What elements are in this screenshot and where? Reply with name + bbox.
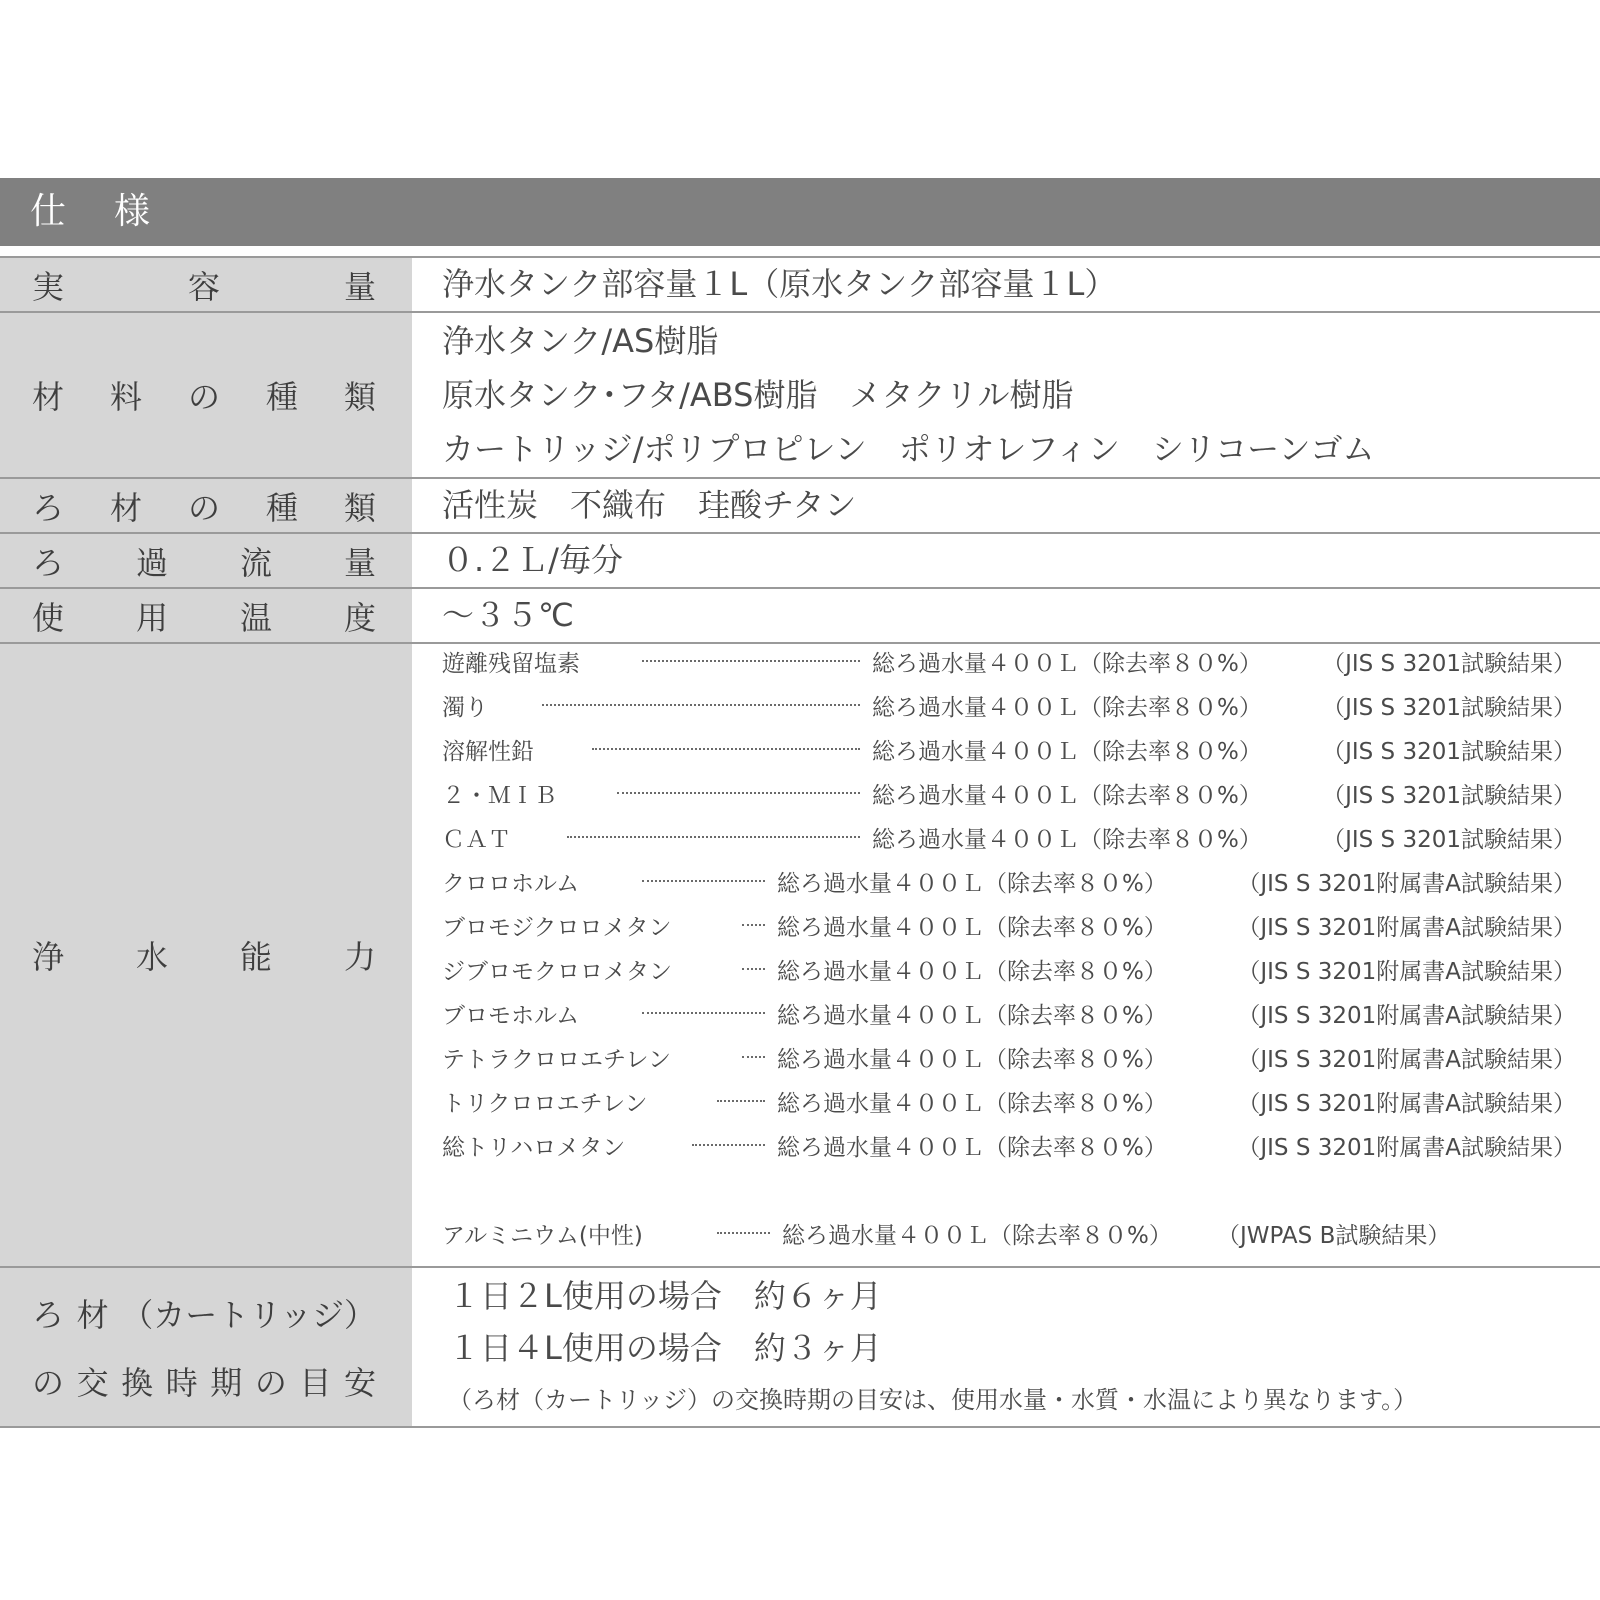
row-temperature-value: 〜３５℃ (442, 596, 574, 634)
label-char: （カートリッジ） (121, 1296, 376, 1334)
filtration-volume: 総ろ過水量４００Ｌ（除去率８０%） (777, 870, 1167, 897)
filtration-volume: 総ろ過水量４００Ｌ（除去率８０%） (782, 1222, 1172, 1249)
leader-dots (717, 1100, 765, 1102)
material-line: 浄水タンク/AS樹脂 (442, 322, 719, 360)
replacement-line-4l: １日４L使用の場合 約３ヶ月 (448, 1329, 882, 1367)
row-capacity-label (0, 258, 412, 311)
label-char: 度 (343, 598, 376, 637)
row-temperature (0, 587, 1600, 642)
test-reference: （JIS S 3201附属書A試験結果） (1237, 1002, 1576, 1029)
test-reference: （JIS S 3201試験結果） (1322, 650, 1576, 677)
test-reference: （JIS S 3201附属書A試験結果） (1237, 914, 1576, 941)
test-reference: （JIS S 3201附属書A試験結果） (1237, 1134, 1576, 1161)
title-gap (0, 246, 1600, 256)
replacement-note: （ろ材（カートリッジ）の交換時期の目安は、使用水量・水質・水温により異なります。） (448, 1386, 1418, 1414)
purification-item (442, 822, 1576, 852)
label-char: 流 (239, 543, 272, 582)
row-flow-rate-value: ０.２Ｌ/毎分 (442, 541, 623, 579)
purification-item (442, 998, 1576, 1028)
row-replacement-label (0, 1268, 412, 1426)
row-flow-rate-label (0, 534, 412, 587)
test-reference: （JIS S 3201試験結果） (1322, 694, 1576, 721)
label-char: 類 (343, 378, 376, 416)
contaminant-name: ＣＡＴ (442, 826, 511, 853)
label-char: 目 (299, 1364, 332, 1402)
label-char: 容 (187, 267, 220, 306)
purification-item (442, 866, 1576, 896)
label-char: 量 (343, 543, 376, 582)
contaminant-name: ２・ＭＩＢ (442, 782, 557, 809)
row-replacement (0, 1266, 1600, 1428)
leader-dots (642, 1012, 765, 1014)
test-reference: （JIS S 3201試験結果） (1322, 782, 1576, 809)
label-char: 安 (343, 1364, 376, 1402)
label-char: の (187, 488, 220, 527)
test-reference: （JIS S 3201附属書A試験結果） (1237, 1046, 1576, 1073)
purification-item (442, 1130, 1576, 1160)
filtration-volume: 総ろ過水量４００Ｌ（除去率８０%） (872, 782, 1262, 809)
row-materials-label (0, 313, 412, 477)
label-char: 力 (343, 938, 376, 976)
test-reference: （JIS S 3201試験結果） (1322, 738, 1576, 765)
label-char: 交 (76, 1364, 109, 1402)
test-reference: （JIS S 3201附属書A試験結果） (1237, 958, 1576, 985)
row-filter-media-label (0, 479, 412, 532)
leader-dots (692, 1144, 765, 1146)
label-char: ろ (32, 488, 65, 527)
label-char: 換 (121, 1364, 154, 1402)
contaminant-name: ブロモホルム (442, 1002, 580, 1029)
label-char: 過 (135, 543, 168, 582)
row-filter-media (0, 477, 1600, 532)
test-reference: （JIS S 3201附属書A試験結果） (1237, 1090, 1576, 1117)
filtration-volume: 総ろ過水量４００Ｌ（除去率８０%） (777, 958, 1167, 985)
label-char: 用 (135, 598, 168, 637)
contaminant-name: テトラクロロエチレン (442, 1046, 671, 1073)
row-capacity (0, 256, 1600, 311)
label-char: 使 (32, 598, 65, 637)
row-purification-label (0, 644, 412, 1266)
label-char: 水 (135, 938, 168, 976)
row-temperature-label (0, 589, 412, 642)
label-char: 浄 (32, 938, 65, 976)
row-replacement-value (412, 1268, 1600, 1426)
spec-table (0, 178, 1600, 1428)
filtration-volume: 総ろ過水量４００Ｌ（除去率８０%） (777, 1090, 1167, 1117)
label-char: 温 (239, 598, 272, 637)
purification-item (442, 1042, 1576, 1072)
label-char: 能 (239, 938, 272, 976)
leader-dots (642, 660, 860, 662)
label-char: 材 (109, 488, 142, 527)
material-line: 原水タンク･フタ/ABS樹脂 メタクリル樹脂 (442, 376, 1074, 414)
leader-dots (567, 836, 860, 838)
replacement-line-2l: １日２L使用の場合 約６ヶ月 (448, 1277, 882, 1315)
label-char: 種 (265, 378, 298, 416)
row-materials-value (412, 313, 1600, 477)
filtration-volume: 総ろ過水量４００Ｌ（除去率８０%） (872, 650, 1262, 677)
filtration-volume: 総ろ過水量４００Ｌ（除去率８０%） (777, 914, 1167, 941)
label-char: 材 (76, 1296, 109, 1334)
material-line: カートリッジ/ポリプロピレン ポリオレフィン シリコーンゴム (442, 430, 1375, 468)
label-char: 量 (343, 267, 376, 306)
row-purification (0, 642, 1600, 1266)
purification-item (442, 646, 1576, 676)
label-char: 時 (165, 1364, 198, 1402)
row-capacity-value: 浄水タンク部容量１L（原水タンク部容量１L） (442, 265, 1117, 303)
purification-item (442, 910, 1576, 940)
label-char: 類 (343, 488, 376, 527)
contaminant-name: 遊離残留塩素 (442, 650, 580, 677)
leader-dots (642, 880, 765, 882)
leader-dots (717, 1232, 770, 1234)
leader-dots (592, 748, 860, 750)
test-reference: （JWPAS B試験結果） (1217, 1222, 1451, 1249)
row-flow-rate (0, 532, 1600, 587)
filtration-volume: 総ろ過水量４００Ｌ（除去率８０%） (872, 694, 1262, 721)
test-reference: （JIS S 3201附属書A試験結果） (1237, 870, 1576, 897)
leader-dots (742, 924, 765, 926)
label-char: 料 (109, 378, 142, 416)
contaminant-name: トリクロロエチレン (442, 1090, 648, 1117)
row-materials (0, 311, 1600, 477)
row-filter-media-value: 活性炭 不織布 珪酸チタン (442, 486, 857, 524)
purification-item (442, 778, 1576, 808)
label-char: ろ (32, 543, 65, 582)
test-reference: （JIS S 3201試験結果） (1322, 826, 1576, 853)
contaminant-name: 溶解性鉛 (442, 738, 534, 765)
filtration-volume: 総ろ過水量４００Ｌ（除去率８０%） (872, 826, 1262, 853)
label-char: ろ (32, 1296, 65, 1334)
purification-item (442, 734, 1576, 764)
contaminant-name: 濁り (442, 694, 488, 721)
label-char: の (32, 1364, 65, 1402)
label-char: 実 (32, 267, 65, 306)
label-char: 種 (265, 488, 298, 527)
contaminant-name: ブロモジクロロメタン (442, 914, 672, 941)
contaminant-name: 総トリハロメタン (442, 1134, 626, 1161)
filtration-volume: 総ろ過水量４００Ｌ（除去率８０%） (777, 1002, 1167, 1029)
purification-item (442, 1086, 1576, 1116)
leader-dots (742, 968, 765, 970)
contaminant-name: クロロホルム (442, 870, 580, 897)
label-char: の (254, 1364, 287, 1402)
leader-dots (542, 704, 860, 706)
label-char: の (187, 378, 220, 416)
label-char: 材 (32, 378, 65, 416)
leader-dots (617, 792, 860, 794)
filtration-volume: 総ろ過水量４００Ｌ（除去率８０%） (777, 1046, 1167, 1073)
label-char: 期 (210, 1364, 243, 1402)
filtration-volume: 総ろ過水量４００Ｌ（除去率８０%） (872, 738, 1262, 765)
purification-item (442, 690, 1576, 720)
purification-item (442, 954, 1576, 984)
contaminant-name: ジブロモクロロメタン (442, 958, 672, 985)
purification-item (442, 1218, 1576, 1248)
contaminant-name: アルミニウム(中性) (442, 1222, 643, 1249)
filtration-volume: 総ろ過水量４００Ｌ（除去率８０%） (777, 1134, 1167, 1161)
spec-title: 仕 様 (0, 178, 1600, 246)
purification-list (412, 644, 1600, 1266)
leader-dots (742, 1056, 765, 1058)
